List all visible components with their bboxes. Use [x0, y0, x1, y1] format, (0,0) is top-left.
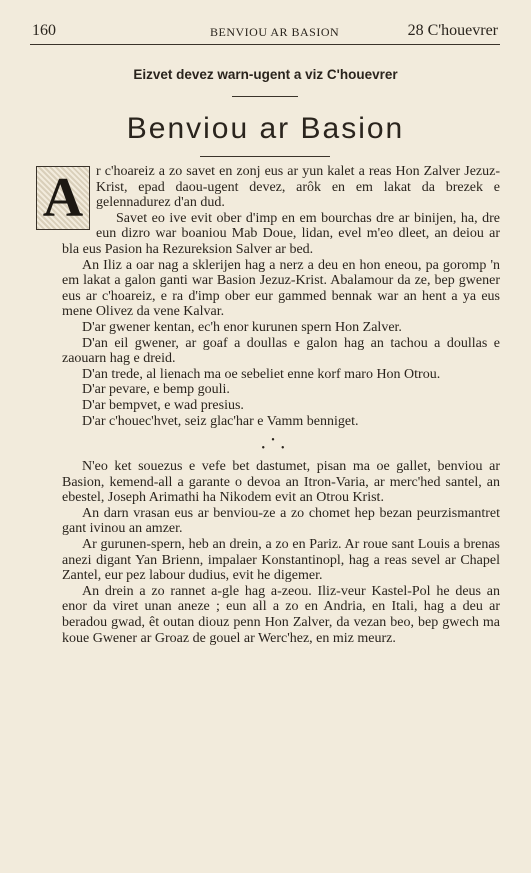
subheading-rule	[232, 96, 298, 97]
paragraph: D'ar pevare, e bemp gouli.	[82, 382, 230, 398]
paragraph: An Iliz a oar nag a sklerijen hag a nerz a deu en hon eneou, pa goromp 'n em lakat a galon ganti war Basion Jezuz-Krist. Abalamour da ze, bep gwener eus ar c'hoareiz, e ra d'imp ober eur gammed bennak war an hent a ya eus mene Olivez da vene Kalvar.	[62, 257, 500, 320]
title-rule	[200, 156, 330, 157]
running-title: BENVIOU AR BASION	[210, 25, 340, 39]
paragraph: D'ar gwener kentan, ec'h enor kurunen spern Hon Zalver.	[82, 319, 402, 335]
subheading: Eizvet devez warn-ugent a viz C'houevrer	[133, 67, 398, 82]
running-header	[30, 22, 500, 42]
paragraph: D'an eil gwener, ar goaf a doullas e galon hag an tachou a doullas e zaouarn hag e dreid.	[62, 335, 500, 367]
paragraph: Savet eo ive evit ober d'imp en em bourchas dre ar binijen, ha, dre eun dizro war boaniou Mab Doue, lidan, evel m'eo dleet, an deiou ar bla eus Pasion ha Rezureksion Salver ar bed.	[62, 210, 500, 257]
paragraph: An darn vrasan eus ar benviou-ze a zo chomet hep bezan peurzismantret gant ivinou an amzer.	[62, 505, 500, 537]
header-date: 28 C'houevrer	[407, 22, 498, 39]
paragraph: Ar gurunen-spern, heb an drein, a zo en Pariz. Ar roue sant Louis a brenas anezi digant Yan Brienn, impalaer Konstantinopl, hag a reas sevel ar Chapel Zantel, eur pez labour dudius, evit he digemer.	[62, 537, 500, 584]
body-text	[42, 164, 500, 646]
paragraph: D'an trede, al lienach ma oe sebeliet enne korf maro Hon Otrou.	[82, 366, 441, 382]
paragraph: D'ar c'houec'hvet, seiz glac'har e Vamm benniget.	[82, 413, 359, 429]
paragraph: An drein a zo rannet a-gle hag a-zeou. Iliz-veur Kastel-Pol he deus an enor da viret unan aneze ; eun all a zo en Andria, en Itali, hag a deu ar beradou gwad, êt outan diouz penn Hon Zalver, da vezan beo, bep gwech ma koue Gwener ar Groaz de gouel ar Werc'hez, en miz meurz.	[62, 583, 500, 646]
paragraph: N'eo ket souezus e vefe bet dastumet, pisan ma oe gallet, benviou ar Basion, kemend-all a garante o devoa an Itron-Varia, ar merc'hed santel, an ebestel, Joseph Arimathi ha Nikodem evit an Otrou Krist.	[62, 459, 500, 506]
section-separator: • ••	[261, 435, 301, 455]
dropcap: A	[36, 166, 90, 230]
paragraph: D'ar bempvet, e wad presius.	[82, 397, 244, 413]
chapter-title: Benviou ar Basion	[126, 112, 405, 145]
page-number: 160	[32, 22, 56, 39]
header-rule	[30, 44, 500, 45]
paragraph: A r c'hoareiz a zo savet en zonj eus ar yun kalet a reas Hon Zalver Jezuz-Krist, epad daou-ugent devez, arôk en em lakat da brezek e gelennadurez d'an dud.	[62, 164, 500, 211]
